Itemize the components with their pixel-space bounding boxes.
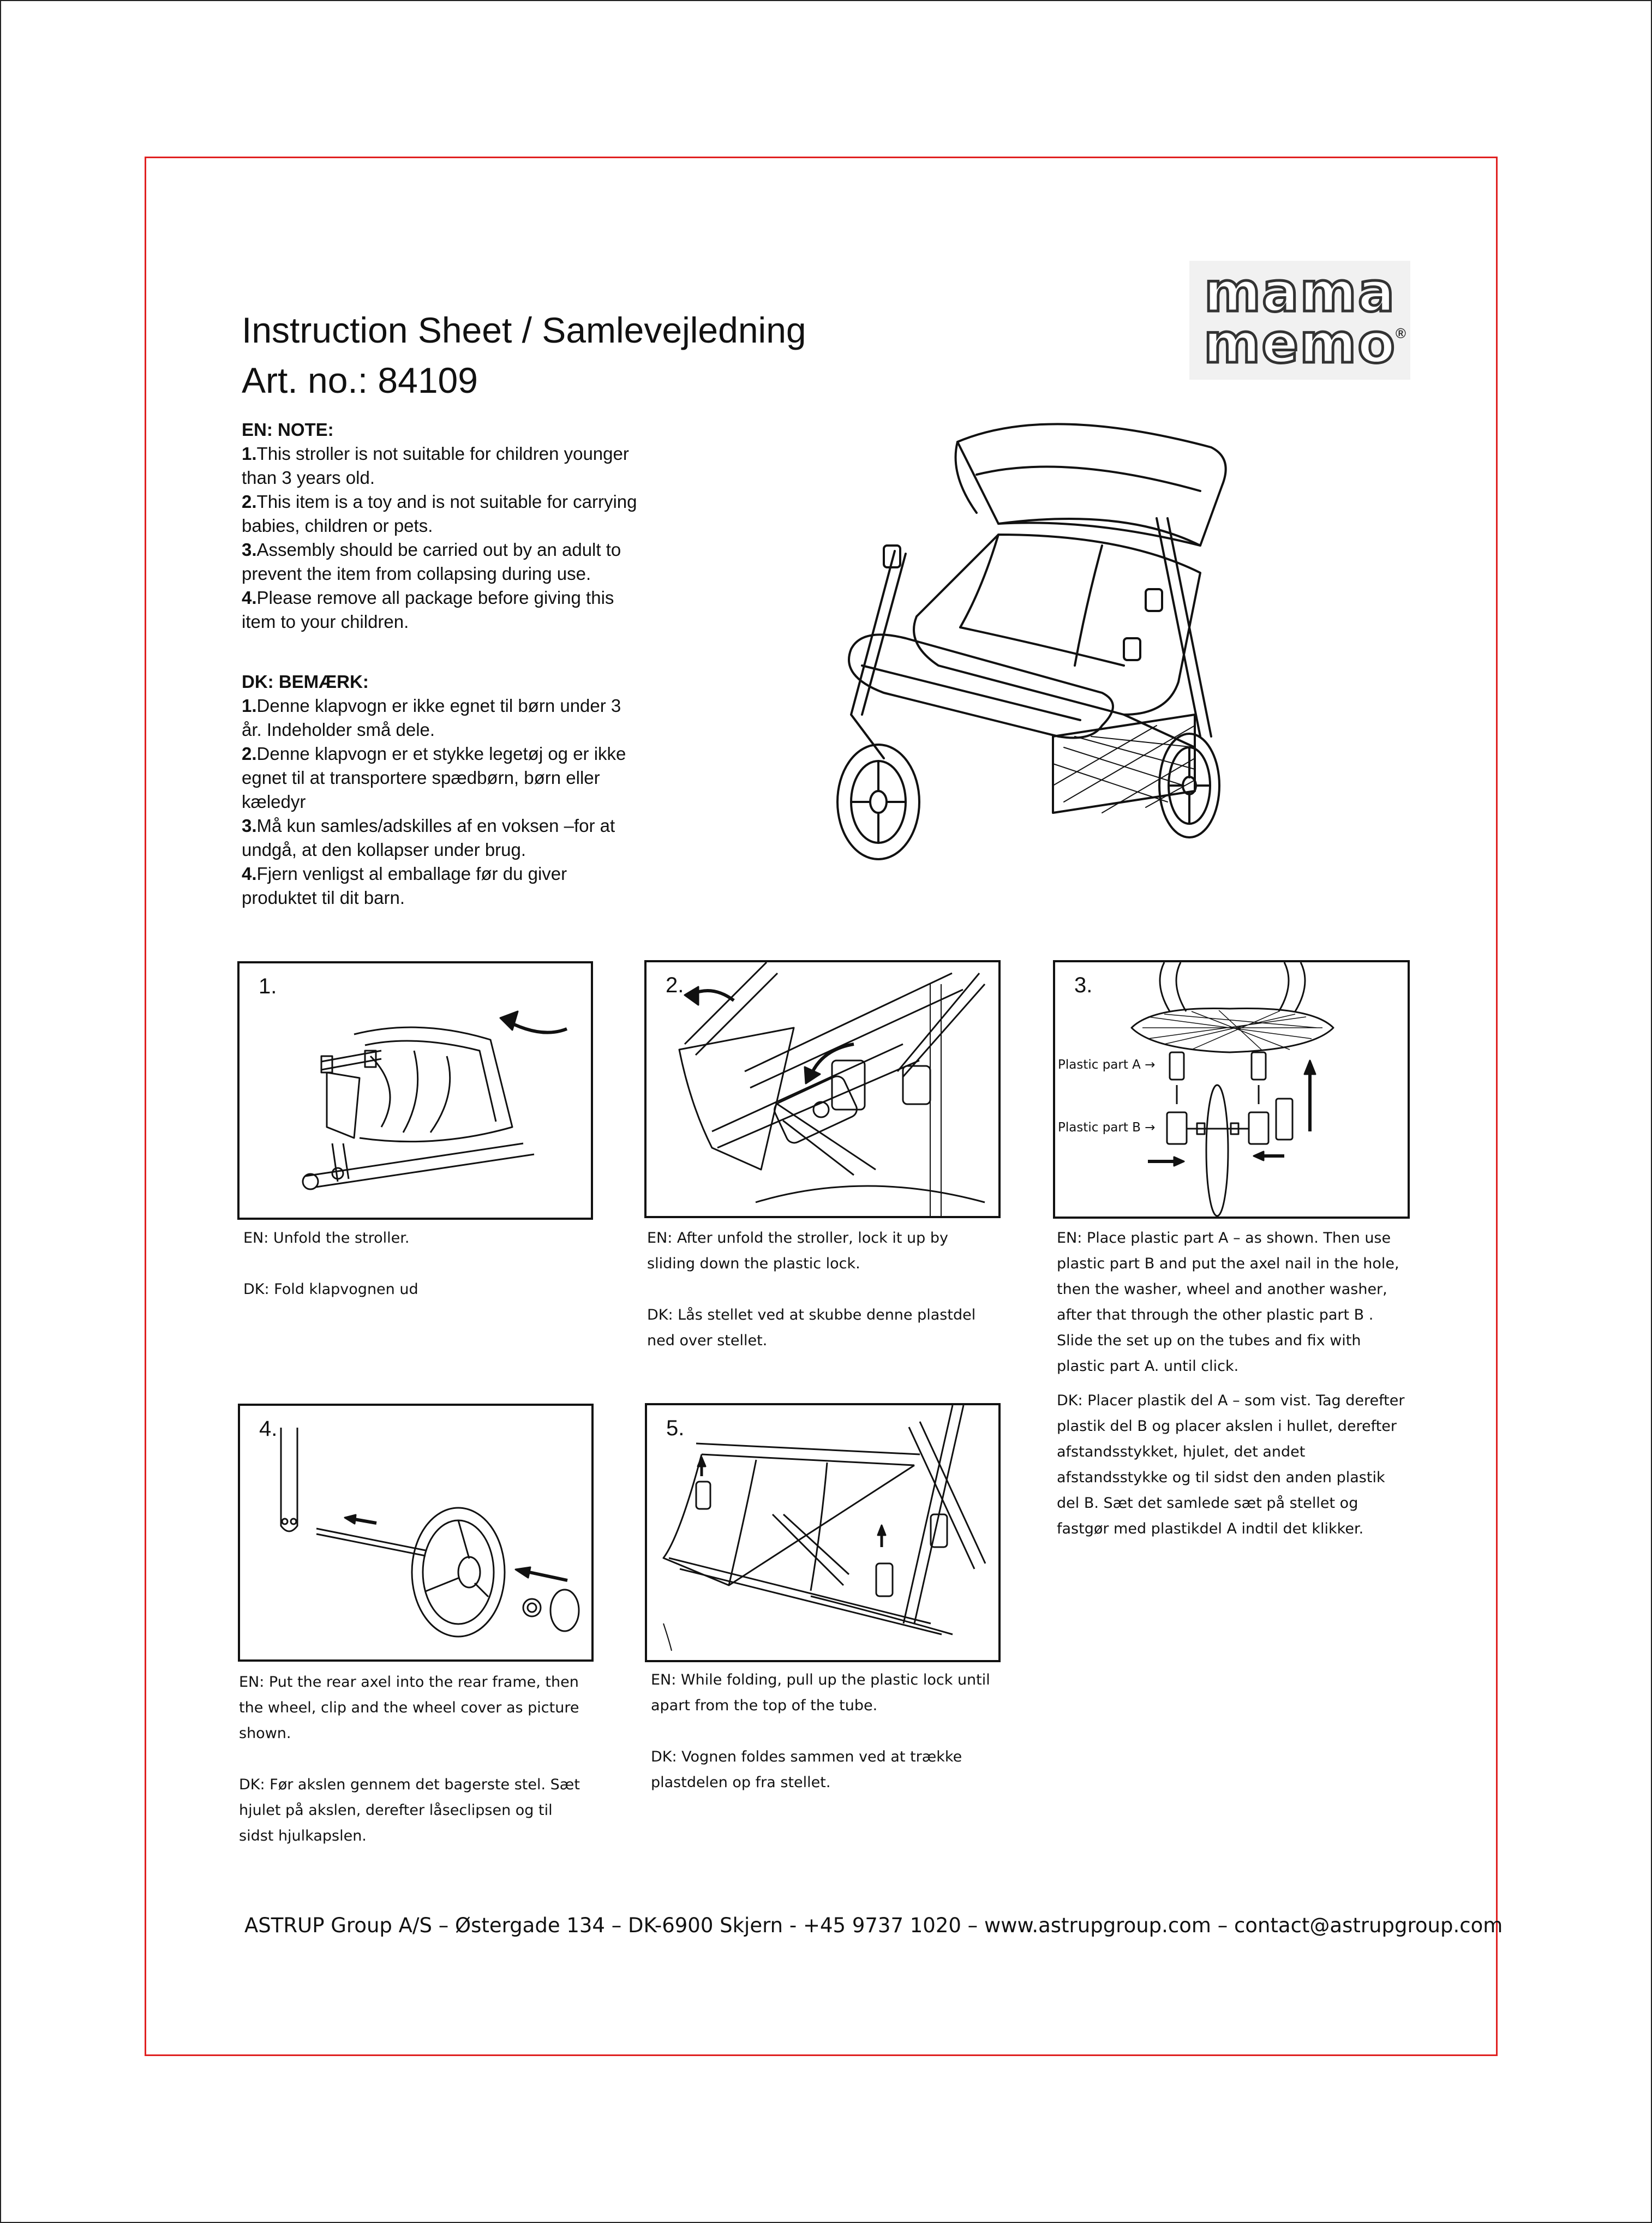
rear-wheel-assembly-figure [240,1406,594,1662]
notes-dk-heading: DK: BEMÆRK: [242,672,369,692]
step-number: 2. [666,973,684,997]
step-2-panel [644,960,1001,1218]
step-2-caption [647,1225,985,1353]
plastic-part-a-label: Plastic part A → [1058,1058,1156,1072]
step-4-dk: DK: Før akslen gennem det bagerste stel. Sæt hjulet på akslen, derefter låseclipsen og til sidst hjulkapslen. [239,1776,580,1844]
step-3-caption [1057,1225,1411,1542]
logo-line1: mama [1204,260,1396,324]
logo-line2: memo [1204,311,1396,375]
notes-en-item: 1.This stroller is not suitable for children younger than 3 years old. [242,444,629,488]
step-number: 3. [1074,973,1093,997]
registered-mark: ® [1395,325,1406,341]
step-5-dk: DK: Vognen foldes sammen ved at trække plastdelen op fra stellet. [651,1748,962,1791]
brand-logo [1189,261,1410,380]
notes-en-item: 2.This item is a toy and is not suitable for carrying babies, children or pets. [242,492,637,536]
notes-en-heading: EN: NOTE: [242,420,334,440]
step-5-panel [645,1403,1001,1662]
step-1-dk: DK: Fold klapvognen ud [243,1281,418,1298]
notes-en-item: 3.Assembly should be carried out by an adult to prevent the item from collapsing during use. [242,540,621,584]
step-1-caption [243,1225,603,1302]
article-number: Art. no.: 84109 [242,360,478,400]
notes-dk [242,670,640,910]
lock-detail-figure [647,962,1001,1218]
step-number: 4. [259,1417,278,1441]
notes-dk-item: 4.Fjern venligst al emballage før du giver produktet til dit barn. [242,864,567,908]
folding-detail-figure [647,1405,1001,1662]
step-number: 1. [259,974,277,998]
plastic-part-b-label: Plastic part B → [1058,1121,1156,1135]
step-5-caption [651,1667,1000,1795]
step-number: 5. [666,1416,685,1440]
page-title: Instruction Sheet / Samlevejledning [242,310,806,350]
notes-dk-item: 2.Denne klapvogn er et stykke legetøj og er ikke egnet til at transportere spædbørn, børn eller kæledyr [242,744,626,812]
step-4-en: EN: Put the rear axel into the rear frame, then the wheel, clip and the wheel cover as picture shown. [239,1674,579,1742]
step-1-en: EN: Unfold the stroller. [243,1230,410,1247]
notes-dk-item: 3.Må kun samles/adskilles af en voksen –for at undgå, at den kollapser under brug. [242,816,615,860]
step-3-en: EN: Place plastic part A – as shown. Then use plastic part B and put the axel nail in the hole, then the washer, wheel and another washer, after that through the other plastic part B . Slide the set up on the tubes and fix with plastic part A. until click. [1057,1230,1399,1375]
notes-en-item: 4.Please remove all package before giving this item to your children. [242,588,614,632]
step-2-en: EN: After unfold the stroller, lock it up by sliding down the plastic lock. [647,1230,948,1272]
step-4-caption [239,1669,588,1849]
company-footer: ASTRUP Group A/S – Østergade 134 – DK-6900 Skjern - +45 9737 1020 – www.astrupgroup.com – contact@astrupgroup.com [244,1914,1503,1937]
notes-dk-item: 1.Denne klapvogn er ikke egnet til børn under 3 år. Indeholder små dele. [242,696,621,740]
step-3-panel [1053,960,1410,1219]
step-5-en: EN: While folding, pull up the plastic lock until apart from the top of the tube. [651,1671,990,1714]
step-2-dk: DK: Lås stellet ved at skubbe denne plastdel ned over stellet. [647,1307,976,1349]
front-wheel-assembly-figure [1055,962,1410,1219]
step-3-dk: DK: Placer plastik del A – som vist. Tag derefter plastik del B og placer akslen i hullet, derefter afstandsstykket, hjulet, det andet afstandsstykke og til sidst den anden plastik del B. Sæt det samlede sæt på stellet og fastgør med plastikdel A indtil det klikker. [1057,1392,1405,1537]
step-4-panel [238,1404,594,1662]
step-1-panel [237,961,593,1220]
folded-stroller-figure [240,963,593,1220]
notes-en [242,418,640,634]
stroller-illustration [818,409,1282,889]
